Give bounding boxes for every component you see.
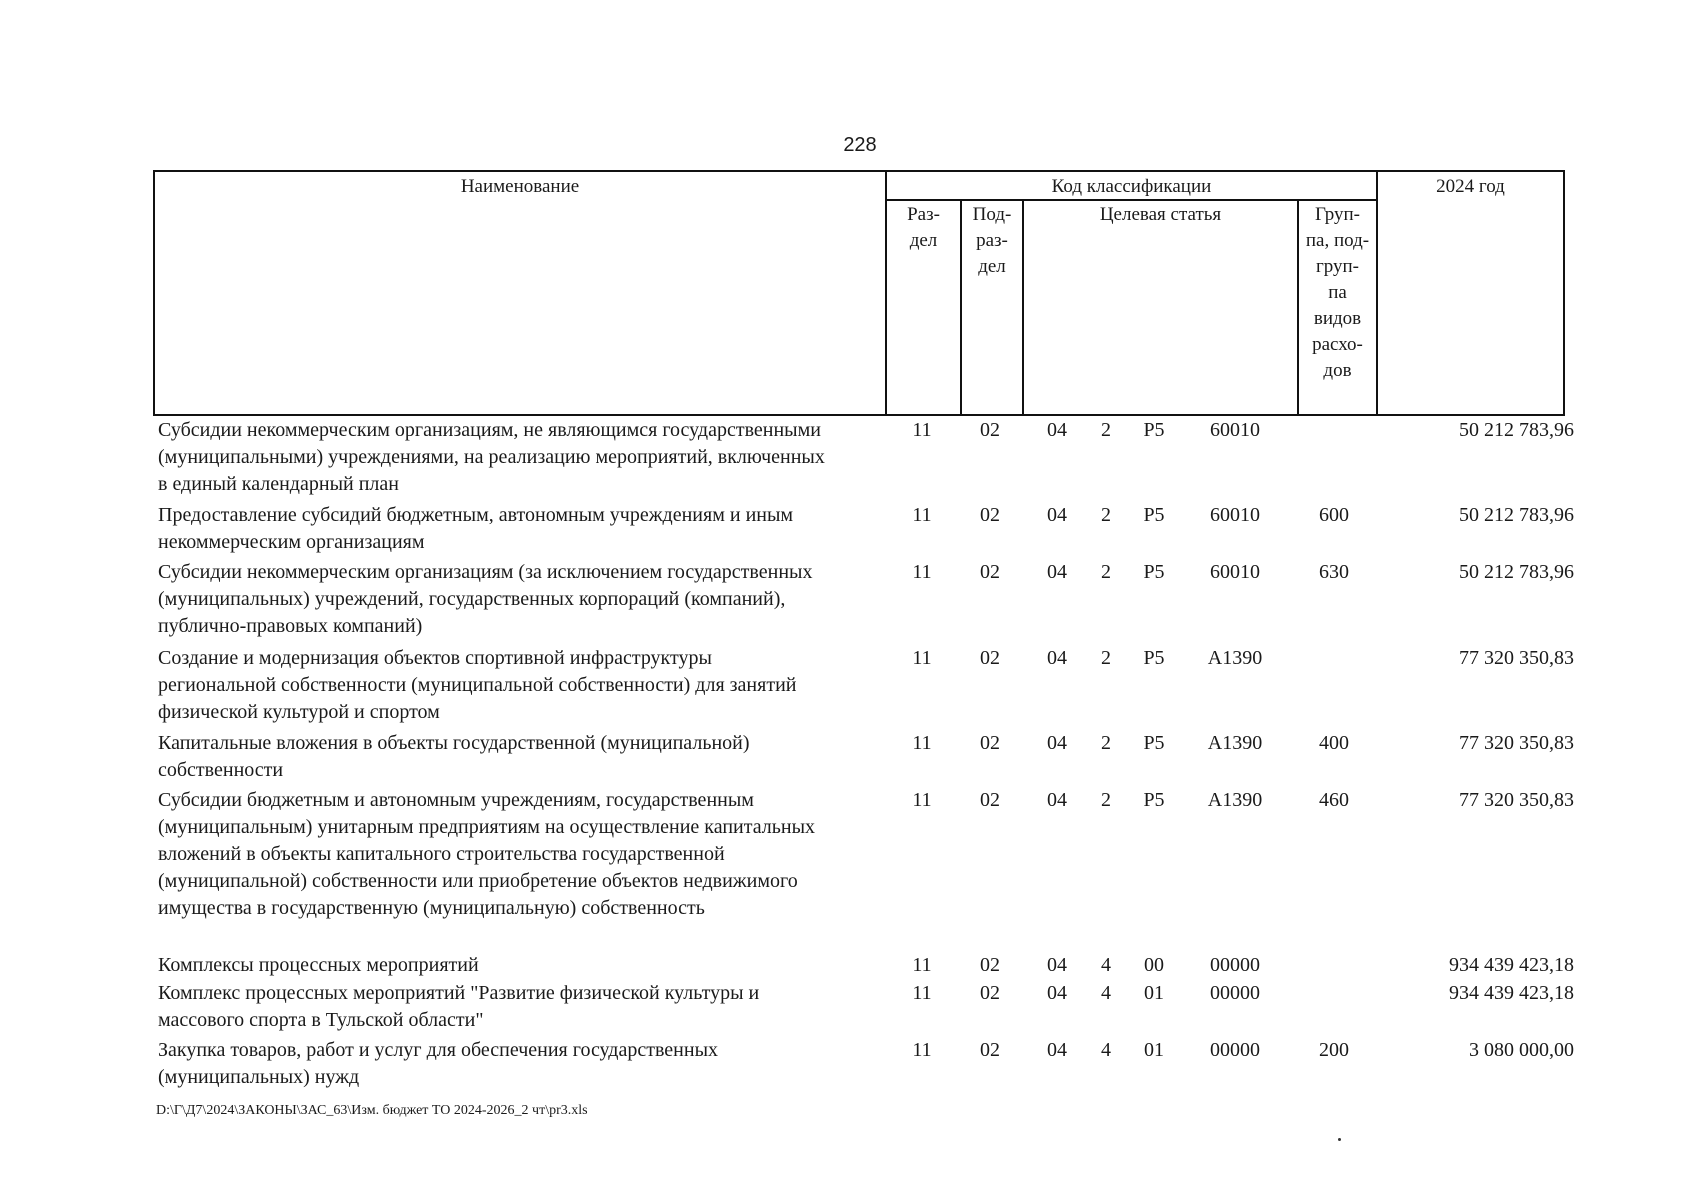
row-amount: 77 320 350,83 — [1459, 732, 1574, 754]
header-year-label: 2024 год — [1436, 176, 1505, 197]
header-name-label: Наименование — [460, 176, 580, 197]
row-target-project: P5 — [1143, 789, 1165, 811]
row-target-program: 04 — [1047, 504, 1067, 526]
header-group-label: Груп- па, под- груп- па видов расхо- дов — [1305, 204, 1370, 381]
row-target-type: 2 — [1101, 561, 1111, 583]
file-path-footer: D:\Г\Д7\2024\ЗАКОНЫ\ЗАС_63\Изм. бюджет ТО 2024-2026_2 чт\pr3.xls — [156, 1103, 588, 1118]
row-target-program: 04 — [1047, 647, 1067, 669]
row-target-program: 04 — [1047, 1039, 1067, 1061]
row-expense-group: 460 — [1319, 789, 1349, 811]
row-podrazdel: 02 — [980, 1039, 1000, 1061]
row-name: Закупка товаров, работ и услуг для обеспечения государственных (муниципальных) нужд — [158, 1039, 719, 1088]
row-target-project: P5 — [1143, 561, 1165, 583]
header-name-cell — [153, 170, 887, 416]
scan-speck — [1338, 1138, 1341, 1141]
row-amount: 50 212 783,96 — [1459, 561, 1574, 583]
row-razdel: 11 — [912, 419, 932, 441]
row-target-project: P5 — [1143, 419, 1165, 441]
row-podrazdel: 02 — [980, 954, 1000, 976]
header-target-label: Целевая статья — [1099, 204, 1222, 225]
row-amount: 50 212 783,96 — [1459, 419, 1574, 441]
row-razdel: 11 — [912, 789, 932, 811]
row-target-type: 2 — [1101, 419, 1111, 441]
row-podrazdel: 02 — [980, 419, 1000, 441]
header-code-label: Код классификации — [1051, 176, 1212, 197]
row-target-direction: 00000 — [1210, 982, 1260, 1004]
row-target-type: 4 — [1101, 982, 1111, 1004]
row-amount: 934 439 423,18 — [1449, 954, 1574, 976]
row-razdel: 11 — [912, 561, 932, 583]
row-name: Предоставление субсидий бюджетным, автономным учреждениям и иным некоммерческим организациям — [158, 504, 794, 553]
row-expense-group: 600 — [1319, 504, 1349, 526]
row-target-direction: 60010 — [1210, 419, 1260, 441]
row-razdel: 11 — [912, 732, 932, 754]
row-target-program: 04 — [1047, 982, 1067, 1004]
row-razdel: 11 — [912, 1039, 932, 1061]
row-target-project: 01 — [1144, 982, 1164, 1004]
row-target-type: 4 — [1101, 1039, 1111, 1061]
row-target-program: 04 — [1047, 732, 1067, 754]
row-target-type: 2 — [1101, 647, 1111, 669]
row-amount: 3 080 000,00 — [1469, 1039, 1574, 1061]
row-name: Субсидии некоммерческим организациям (за исключением государственных (муниципальных) учреждений, государственных корпораций (компаний), публично-правовых компаний) — [158, 561, 813, 637]
header-year-cell — [1376, 170, 1565, 416]
row-target-direction: 60010 — [1210, 561, 1260, 583]
row-target-project: 00 — [1144, 954, 1164, 976]
row-podrazdel: 02 — [980, 561, 1000, 583]
row-name: Субсидии бюджетным и автономным учреждениям, государственным (муниципальным) унитарным предприятиям на осуществление капитальных вложений в объекты капитального строительства государственной (муниципальной) собственности или приобретение объектов недвижимого имущества в государственную (муниципальную) собственность — [158, 789, 816, 919]
row-podrazdel: 02 — [980, 504, 1000, 526]
row-target-direction: A1390 — [1207, 647, 1263, 669]
row-podrazdel: 02 — [980, 982, 1000, 1004]
row-target-project: 01 — [1144, 1039, 1164, 1061]
row-target-type: 2 — [1101, 789, 1111, 811]
row-name: Комплексы процессных мероприятий — [158, 954, 479, 976]
header-podrazdel-label: Под- раз- дел — [972, 204, 1012, 277]
row-target-project: P5 — [1143, 647, 1165, 669]
row-target-direction: A1390 — [1207, 732, 1263, 754]
row-name: Создание и модернизация объектов спортивной инфраструктуры региональной собственности (муниципальной собственности) для занятий физической культурой и спортом — [158, 647, 797, 723]
row-podrazdel: 02 — [980, 647, 1000, 669]
row-podrazdel: 02 — [980, 789, 1000, 811]
row-razdel: 11 — [912, 647, 932, 669]
row-razdel: 11 — [912, 504, 932, 526]
row-name: Капитальные вложения в объекты государственной (муниципальной) собственности — [158, 732, 750, 781]
row-target-project: P5 — [1143, 732, 1165, 754]
row-amount: 50 212 783,96 — [1459, 504, 1574, 526]
row-razdel: 11 — [912, 982, 932, 1004]
row-target-direction: 00000 — [1210, 954, 1260, 976]
row-expense-group: 630 — [1319, 561, 1349, 583]
row-target-type: 4 — [1101, 954, 1111, 976]
row-name: Комплекс процессных мероприятий "Развитие физической культуры и массового спорта в Тульской области" — [158, 982, 760, 1031]
row-target-type: 2 — [1101, 504, 1111, 526]
page-number: 228 — [843, 134, 877, 156]
row-target-project: P5 — [1143, 504, 1165, 526]
row-expense-group: 200 — [1319, 1039, 1349, 1061]
row-razdel: 11 — [912, 954, 932, 976]
row-amount: 77 320 350,83 — [1459, 647, 1574, 669]
row-amount: 77 320 350,83 — [1459, 789, 1574, 811]
row-expense-group: 400 — [1319, 732, 1349, 754]
row-target-type: 2 — [1101, 732, 1111, 754]
row-name: Субсидии некоммерческим организациям, не являющимся государственными (муниципальными) учреждениями, на реализацию мероприятий, включенных в единый календарный план — [158, 419, 825, 495]
row-amount: 934 439 423,18 — [1449, 982, 1574, 1004]
header-razdel-label: Раз- дел — [907, 204, 940, 251]
row-target-direction: A1390 — [1207, 789, 1263, 811]
row-podrazdel: 02 — [980, 732, 1000, 754]
row-target-direction: 00000 — [1210, 1039, 1260, 1061]
row-target-program: 04 — [1047, 954, 1067, 976]
row-target-program: 04 — [1047, 561, 1067, 583]
row-target-program: 04 — [1047, 419, 1067, 441]
row-target-direction: 60010 — [1210, 504, 1260, 526]
row-target-program: 04 — [1047, 789, 1067, 811]
